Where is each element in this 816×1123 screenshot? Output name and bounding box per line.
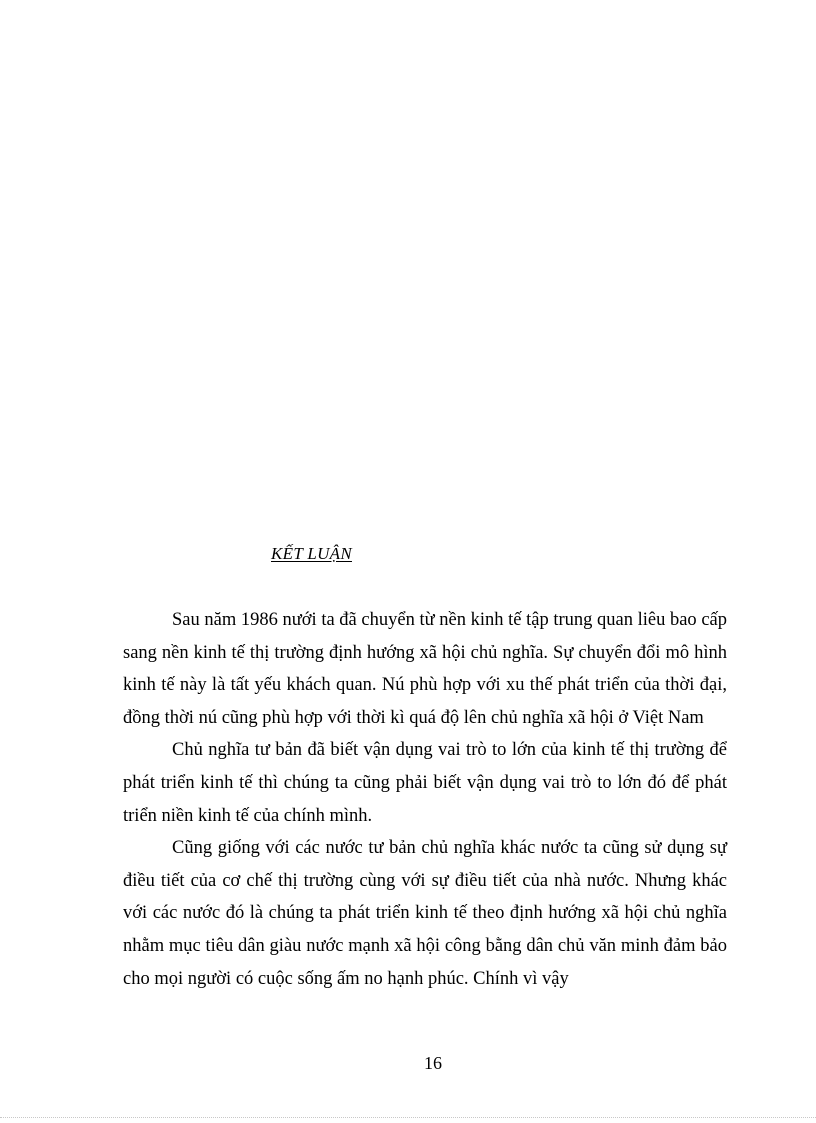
body-text (123, 604, 727, 995)
paragraph: Chủ nghĩa tư bản đã biết vận dụng vai trò to lớn của kinh tế thị trường để phát triển kinh tế thì chúng ta cũng phải biết vận dụng vai trò to lớn đó để phát triển niền kinh tế của chính mình. (123, 740, 727, 826)
paragraph: Sau năm 1986 nưới ta đã chuyển từ nền kinh tế tập trung quan liêu bao cấp sang nền kinh tế thị trường định hướng xã hội chủ nghĩa. Sự chuyển đổi mô hình kinh tế này là tất yếu khách quan. Nú phù hợp với xu thế phát triển của thời đại, đồng thời nú cũng phù hợp với thời kì quá độ lên chủ nghĩa xã hội ở Việt Nam (123, 610, 727, 728)
section-heading: KẾT LUẬN (271, 544, 352, 563)
page-number: 16 (424, 1053, 442, 1073)
page-bottom-divider (0, 1117, 816, 1118)
paragraph: Cũng giống với các nước tư bản chủ nghĩa khác nước ta cũng sử dụng sự điều tiết của cơ chế thị trường cùng với sự điều tiết của nhà nước. Nhưng khác với các nước đó là chúng ta phát triển kinh tế theo định hướng xã hội chủ nghĩa nhằm mục tiêu dân giàu nước mạnh xã hội công bằng dân chủ văn minh đảm bảo cho mọi người có cuộc sống ấm no hạnh phúc. Chính vì vậy (123, 838, 727, 989)
